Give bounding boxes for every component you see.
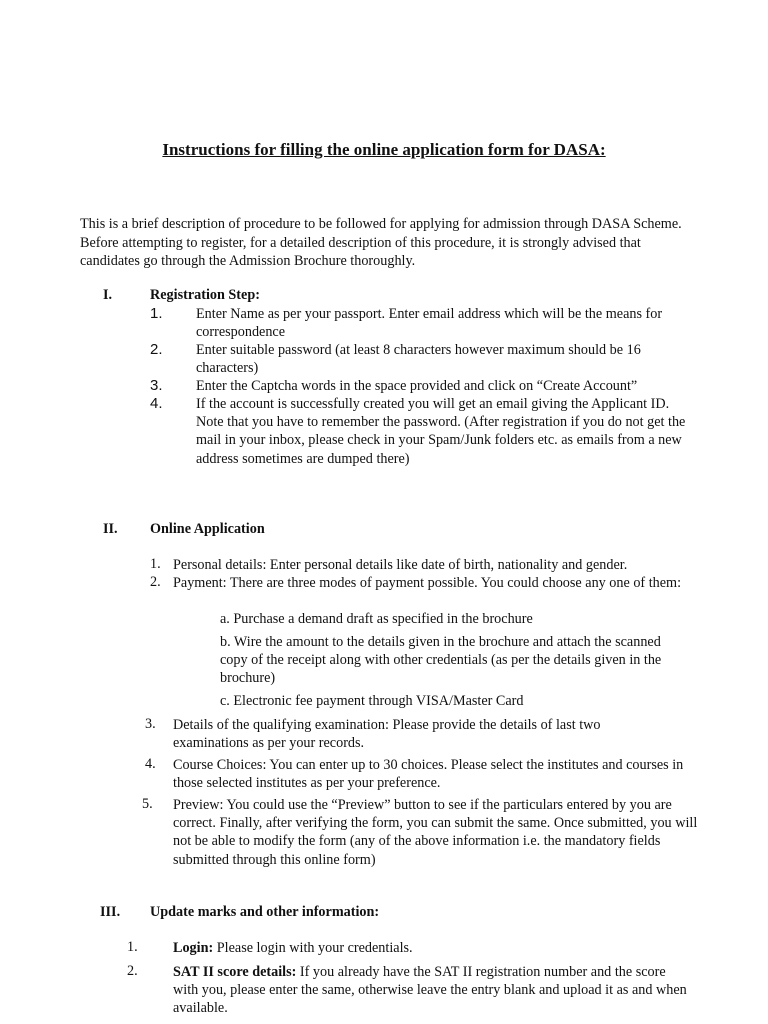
section-number: II.: [103, 521, 118, 537]
document-title: Instructions for filling the online application form for DASA:: [162, 140, 606, 159]
list-item: [173, 939, 693, 957]
list-item: Payment: There are three modes of payment possible. You could choose any one of them:: [173, 575, 682, 591]
section-title: Online Application: [150, 521, 265, 537]
section-number: III.: [100, 904, 121, 920]
list-item: [173, 963, 693, 1018]
list-item-number: 3.: [145, 716, 156, 732]
payment-option: c. Electronic fee payment through VISA/Master Card: [220, 693, 524, 709]
list-item-number: 1.: [127, 939, 138, 955]
list-item-number: 2.: [127, 963, 138, 979]
list-item-number: 2.: [150, 341, 163, 358]
list-item: If the account is successfully created you will get an email giving the Applicant ID. Note that you have to remember the password. (After registration if you do not get the mail in your inbox, please check in your Spam/Junk folders etc. as emails from a new address sometimes are dumped there): [196, 396, 686, 467]
list-item: Enter the Captcha words in the space provided and click on “Create Account”: [196, 378, 638, 394]
payment-option: a. Purchase a demand draft as specified in the brochure: [220, 611, 533, 627]
list-item: Personal details: Enter personal details like date of birth, nationality and gender.: [173, 557, 628, 573]
item-text: Please login with your credentials.: [213, 940, 413, 956]
list-item-number: 1.: [150, 305, 163, 322]
intro-paragraph: This is a brief description of procedure to be followed for applying for admission through DASA Scheme. Before attempting to register, for a detailed description of this procedure, it is strongly advised that candidates go through the Admission Brochure thoroughly.: [80, 216, 682, 269]
list-item-number: 4.: [145, 756, 156, 772]
payment-option: b. Wire the amount to the details given in the brochure and attach the scanned copy of the receipt along with other credentials (as per the details given in the brochure): [220, 634, 662, 687]
item-lead: Login:: [173, 940, 214, 956]
list-item: Enter suitable password (at least 8 characters however maximum should be 16 characters): [196, 342, 641, 377]
list-item-number: 5.: [142, 796, 153, 812]
list-item-number: 2.: [150, 574, 161, 590]
list-item: Enter Name as per your passport. Enter email address which will be the means for correspondence: [196, 306, 663, 341]
list-item-number: 1.: [150, 556, 161, 572]
list-item-number: 4.: [150, 395, 163, 412]
list-item: Course Choices: You can enter up to 30 choices. Please select the institutes and courses in those selected institutes as per your preference.: [173, 757, 684, 792]
list-item-number: 3.: [150, 377, 163, 394]
section-title: Registration Step:: [150, 287, 260, 303]
section-number: I.: [103, 287, 113, 303]
section-title: Update marks and other information:: [150, 904, 380, 920]
list-item: Preview: You could use the “Preview” button to see if the particulars entered by you are correct. Finally, after verifying the form, you can submit the same. Once submitted, you will not be able to modify the form (any of the above information i.e. the mandatory fields submitted through this online form): [173, 797, 698, 868]
item-text: If you already have the SAT II registration number and the score with you, please enter the same, otherwise leave the entry blank and upload it as and when available.: [173, 964, 687, 1017]
item-lead: SAT II score details:: [173, 964, 297, 980]
list-item: Details of the qualifying examination: Please provide the details of last two examinations as per your records.: [173, 717, 601, 752]
